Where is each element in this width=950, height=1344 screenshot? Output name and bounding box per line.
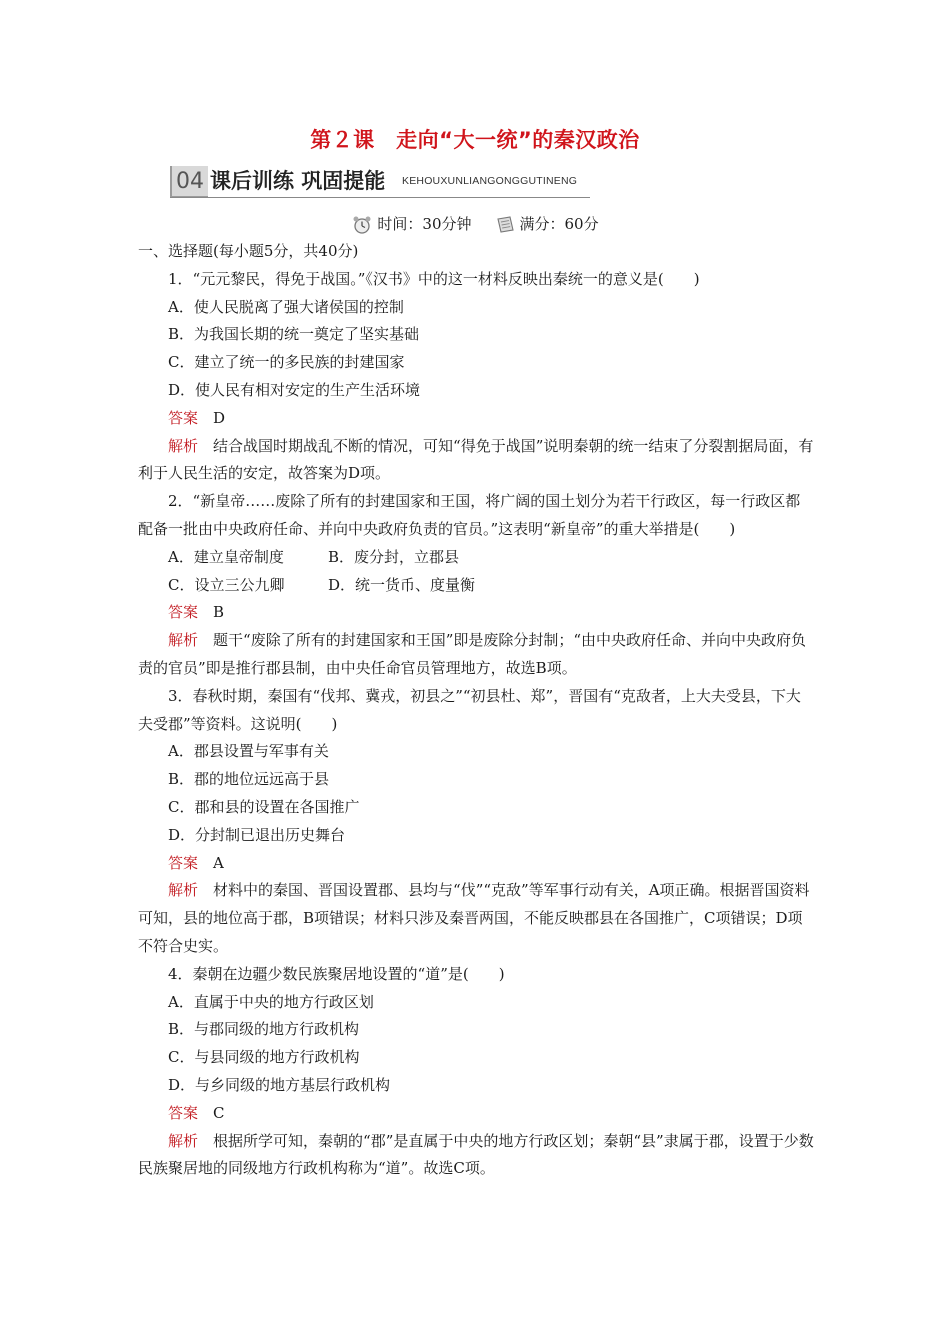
- option: B．与郡同级的地方行政机构: [168, 1020, 360, 1039]
- analysis-text: 根据所学可知，秦朝的“郡”是直属于中央的地方行政区划；秦朝“县”隶属于郡，设置于少数民族聚居地的同级地方行政机构称为“道”。故选C项。: [138, 1131, 814, 1178]
- option: D．与乡同级的地方基层行政机构: [168, 1075, 391, 1094]
- answer-line: [138, 1100, 814, 1128]
- answer-label: 答案: [168, 603, 199, 622]
- option: B．郡的地位远远高于县: [168, 770, 330, 789]
- option: A．郡县设置与军事有关: [168, 742, 329, 761]
- analysis-label: 解析: [168, 881, 199, 900]
- scroll-paper-icon: [494, 215, 516, 235]
- analysis-line: [138, 877, 814, 960]
- option-row: [138, 572, 814, 600]
- banner-number: 04: [170, 166, 208, 198]
- answer-label: 答案: [168, 408, 199, 427]
- option: C．建立了统一的多民族的封建国家: [168, 353, 405, 372]
- analysis-label: 解析: [168, 1131, 199, 1150]
- analysis-text: 材料中的秦国、晋国设置郡、县均与“伐”“克敌”等军事行动有关，A项正确。根据晋国资料可知，县的地位高于郡，B项错误；材料只涉及秦晋两国，不能反映郡县在各国推广，C项错误；D项不符合史实。: [138, 881, 810, 955]
- analysis-text: 题干“废除了所有的封建国家和王国”即是废除分封制；“由中央政府任命、并向中央政府负责的官员”即是推行郡县制，由中央任命官员管理地方，故选B项。: [138, 631, 807, 677]
- question-stem: 2．“新皇帝……废除了所有的封建国家和王国，将广阔的国土划分为若干行政区，每一行政区都配备一批由中央政府任命、并向中央政府负责的官员。”这表明“新皇帝”的重大举措是( ): [138, 492, 801, 538]
- analysis-label: 解析: [168, 631, 199, 650]
- analysis-line: [138, 1128, 814, 1184]
- answer-value: C: [213, 1103, 225, 1122]
- option: C．与县同级的地方行政机构: [168, 1048, 360, 1067]
- time-limit: 时间：30分钟: [377, 215, 472, 233]
- option: D．使人民有相对安定的生产生活环境: [168, 380, 421, 399]
- answer-value: B: [213, 603, 225, 622]
- analysis-line: [138, 627, 814, 683]
- option: A．使人民脱离了强大诸侯国的控制: [168, 297, 404, 316]
- question-list: [138, 238, 814, 1183]
- banner-title: 课后训练 巩固提能: [210, 169, 386, 193]
- option-row: [138, 544, 814, 572]
- option: C．设立三公九卿: [168, 575, 285, 594]
- section-heading: 一、选择题(每小题5分，共40分): [138, 242, 359, 260]
- option: D．统一货币、度量衡: [328, 575, 476, 594]
- analysis-text: 结合战国时期战乱不断的情况，可知“得免于战国”说明秦朝的统一结束了分裂割据局面，有利于人民生活的安定，故答案为D项。: [138, 436, 814, 483]
- question-stem: 4．秦朝在边疆少数民族聚居地设置的“道”是( ): [168, 964, 505, 983]
- alarm-clock-icon: [351, 215, 373, 235]
- option: B．废分封，立郡县: [328, 547, 460, 566]
- question-stem: 1．“元元黎民，得免于战国。”《汉书》中的这一材料反映出秦统一的意义是( ): [168, 269, 700, 288]
- answer-line: [138, 850, 814, 878]
- question-stem: 3．春秋时期，秦国有“伐邦、冀戎，初县之”“初县杜、郑”，晋国有“克敌者，上大夫受县，下大夫受郡”等资料。这说明( ): [138, 686, 801, 733]
- option: B．为我国长期的统一奠定了坚实基础: [168, 325, 420, 344]
- option: C．郡和县的设置在各国推广: [168, 797, 360, 816]
- analysis-label: 解析: [168, 436, 199, 455]
- option: A．建立皇帝制度: [168, 547, 284, 566]
- answer-line: [138, 599, 814, 627]
- answer-value: D: [213, 408, 226, 427]
- answer-label: 答案: [168, 853, 199, 872]
- answer-label: 答案: [168, 1103, 199, 1122]
- banner-pinyin: KEHOUXUNLIANGONGGUTINENG: [402, 175, 578, 187]
- answer-value: A: [213, 853, 224, 872]
- exam-meta: [0, 212, 950, 236]
- full-score: 满分：60分: [519, 215, 599, 233]
- section-banner: [170, 166, 590, 200]
- banner-rule: [170, 197, 590, 198]
- analysis-line: [138, 433, 814, 489]
- answer-line: [138, 405, 814, 433]
- option: D．分封制已退出历史舞台: [168, 825, 346, 844]
- lesson-title: 第２课 走向“大一统”的秦汉政治: [310, 128, 640, 152]
- option: A．直属于中央的地方行政区划: [168, 992, 374, 1011]
